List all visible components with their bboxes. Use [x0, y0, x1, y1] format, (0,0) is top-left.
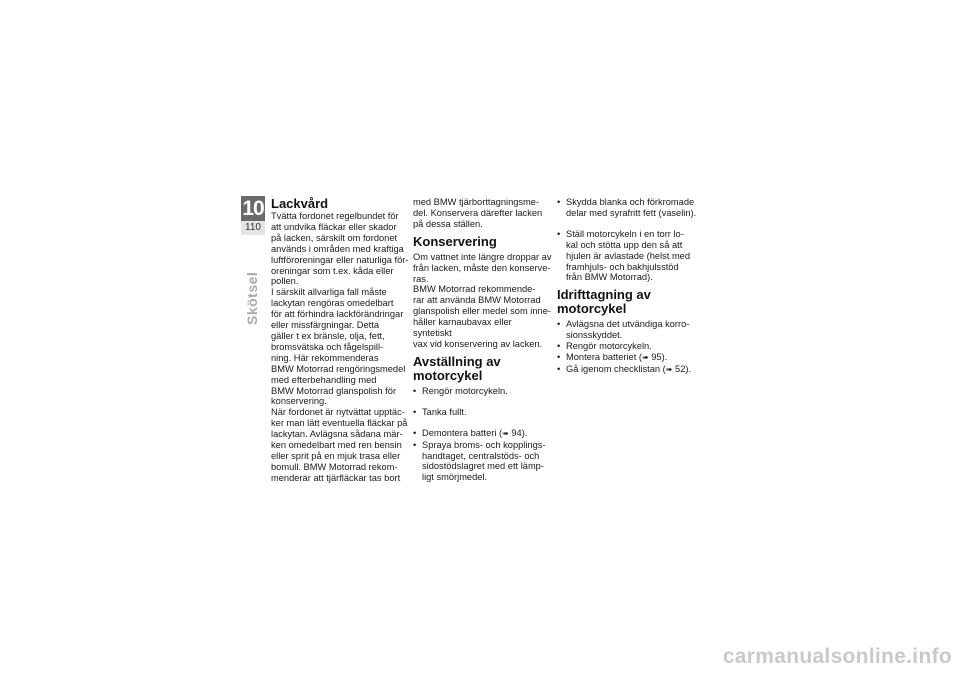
page-reference: 94).	[511, 427, 528, 438]
list-item: • Skydda blanka och förkromade delar med syrafritt fett (vaselin).	[557, 197, 697, 219]
arrow-ref-icon: ➠	[502, 428, 509, 438]
lackvard-text: Tvätta fordonet regelbundet för att undvika fläckar eller skador på lacken, särskilt om fordonet används i områden med kraftiga luftföroreningar eller naturliga för- oreningar som t.ex. kåda eller pollen. I särskilt allvarliga fall måste lackytan rengöras omedelbart för att förhindra lackförändringar eller missfärgningar. Detta gäller t ex bränsle, olja, fett, bromsvätska och fågelspill- ning. Här rekommenderas BMW Motorrad rengöringsmedel med efterbehandling med BMW Motorrad glanspolish för konservering. När fordonet är nytvättat upptäc- ker man lätt eventuella fläckar på lackytan. Avlägsna sådana mär- ken omedelbart med ren bensin eller sprit på en mjuk trasa eller bomull. BMW Motorrad rekom- menderar att tjärfläckar tas bort	[271, 211, 409, 483]
arrow-ref-icon: ➠	[665, 364, 673, 374]
lackvard-text-continued: med BMW tjärborttagningsme- del. Konservera därefter lacken på dessa ställen.	[413, 197, 543, 229]
list-item: • Rengör motorcykeln.	[413, 386, 553, 397]
heading-konservering: Konservering	[413, 233, 497, 249]
arrow-ref-icon: ➠	[641, 353, 649, 363]
idrifttagning-list	[557, 319, 697, 376]
heading-idrifttagning: Idrifttagning av motorcykel	[557, 287, 651, 317]
column-3	[557, 197, 697, 376]
chapter-title: Skötsel	[244, 271, 260, 325]
konservering-text: Om vattnet inte längre droppar av från lacken, måste den konserve- ras. BMW Motorrad rekommende- rar att använda BMW Motorrad glanspolish eller medel som inne- håller karnaubavax eller syntetiskt vax vid konservering av lacken.	[413, 251, 552, 349]
list-item: • Rengör motorcykeln.	[557, 341, 697, 352]
heading-lackvard: Lackvård	[271, 196, 329, 211]
avstallning-list-continued	[557, 197, 697, 283]
list-item: • Avlägsna det utvändiga korro- sionsskyddet.	[557, 319, 697, 341]
watermark: carmanualsonline.info	[722, 645, 952, 668]
list-item: • Spraya broms- och kopplings- handtaget, centralstöds- och sidostödslagret med ett lämp- ligt smörjmedel.	[413, 440, 553, 484]
chapter-number: 10	[242, 197, 264, 220]
list-item-text: Gå igenom checklistan (	[566, 363, 666, 374]
column-1	[271, 197, 411, 484]
list-item-text: Demontera batteri (	[422, 427, 503, 438]
column-2	[413, 197, 553, 483]
list-item	[413, 428, 553, 440]
page-reference: 52).	[675, 363, 692, 374]
page-number: 110	[245, 222, 261, 233]
chapter-tab	[241, 196, 265, 235]
list-item: • Ställ motorcykeln i en torr lo- kal och stötta upp den så att hjulen är avlastade (helst med framhjuls- och bakhjulsstöd från BMW Motorrad).	[557, 229, 697, 284]
list-item: • Tanka fullt.	[413, 407, 553, 418]
list-item	[557, 364, 697, 376]
list-item-text: Montera batteriet (	[566, 352, 642, 363]
list-item	[557, 352, 697, 364]
avstallning-list	[413, 386, 553, 483]
heading-avstallning: Avställning av motorcykel	[413, 353, 501, 383]
page-reference: 95).	[651, 352, 668, 363]
